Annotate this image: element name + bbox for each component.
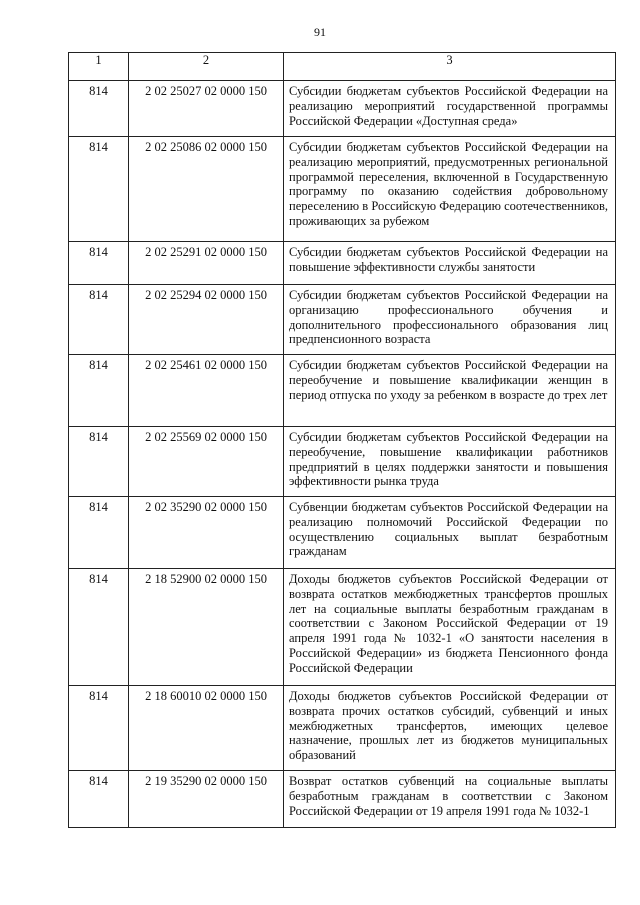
header-row: [69, 53, 616, 81]
budget-code-cell: 2 02 35290 02 0000 150: [129, 497, 284, 569]
income-name-cell: Субсидии бюджетам субъектов Российской Федерации на организацию профессионального обучения и дополнительного профессионального образования лиц предпенсионного возраста: [284, 285, 616, 355]
income-name-cell: Субсидии бюджетам субъектов Российской Федерации на реализацию мероприятий государственной программы Российской Федерации «Доступная среда»: [284, 81, 616, 137]
budget-code-cell: 2 19 35290 02 0000 150: [129, 771, 284, 828]
admin-code-cell: 814: [69, 242, 129, 285]
table-row: [69, 771, 616, 828]
admin-code-cell: 814: [69, 137, 129, 242]
income-name-cell: Доходы бюджетов субъектов Российской Федерации от возврата остатков межбюджетных трансфертов прошлых лет на социальные выплаты безработным гражданам в соответствии с Законом Российской Федерации от 19 апреля 1991 года № 1032-1 «О занятости населения в Российской Федерации» из бюджета Пенсионного фонда Российской Федерации: [284, 569, 616, 686]
table-row: [69, 81, 616, 137]
income-name-cell: Субсидии бюджетам субъектов Российской Федерации на переобучение и повышение квалификации женщин в период отпуска по уходу за ребенком в возрасте до трех лет: [284, 355, 616, 427]
admin-code-cell: 814: [69, 569, 129, 686]
budget-code-cell: 2 18 60010 02 0000 150: [129, 686, 284, 771]
income-name-cell: Возврат остатков субвенций на социальные выплаты безработным гражданам в соответствии с Законом Российской Федерации от 19 апреля 1991 года № 1032-1: [284, 771, 616, 828]
admin-code-cell: 814: [69, 771, 129, 828]
budget-code-cell: 2 18 52900 02 0000 150: [129, 569, 284, 686]
table-row: [69, 686, 616, 771]
header-col-1: 1: [69, 53, 129, 81]
budget-code-cell: 2 02 25027 02 0000 150: [129, 81, 284, 137]
table-row: [69, 497, 616, 569]
income-name-cell: Субсидии бюджетам субъектов Российской Федерации на реализацию мероприятий, предусмотренных региональной программой переселения, включенной в Государственную программу по оказанию содействия добровольному переселению в Российскую Федерацию соотечественников, проживающих за рубежом: [284, 137, 616, 242]
table-row: [69, 569, 616, 686]
header-col-2: 2: [129, 53, 284, 81]
table-row: [69, 355, 616, 427]
table-row: [69, 242, 616, 285]
header-col-3: 3: [284, 53, 616, 81]
admin-code-cell: 814: [69, 427, 129, 497]
page-number: 91: [314, 25, 326, 39]
admin-code-cell: 814: [69, 355, 129, 427]
table-row: [69, 285, 616, 355]
admin-code-cell: 814: [69, 686, 129, 771]
budget-code-cell: 2 02 25461 02 0000 150: [129, 355, 284, 427]
admin-code-cell: 814: [69, 497, 129, 569]
income-name-cell: Доходы бюджетов субъектов Российской Федерации от возврата прочих остатков субсидий, субвенций и иных межбюджетных трансфертов, имеющих целевое назначение, прошлых лет из бюджетов муниципальных образований: [284, 686, 616, 771]
admin-code-cell: 814: [69, 285, 129, 355]
budget-code-cell: 2 02 25294 02 0000 150: [129, 285, 284, 355]
income-name-cell: Субсидии бюджетам субъектов Российской Федерации на переобучение, повышение квалификации работников предприятий в целях поддержки занятости и повышения эффективности рынка труда: [284, 427, 616, 497]
budget-code-cell: 2 02 25291 02 0000 150: [129, 242, 284, 285]
budget-codes-table: [68, 52, 616, 828]
table-row: [69, 137, 616, 242]
budget-code-cell: 2 02 25086 02 0000 150: [129, 137, 284, 242]
admin-code-cell: 814: [69, 81, 129, 137]
table-header: [69, 53, 616, 81]
income-name-cell: Субсидии бюджетам субъектов Российской Федерации на повышение эффективности службы занятости: [284, 242, 616, 285]
budget-code-cell: 2 02 25569 02 0000 150: [129, 427, 284, 497]
table-body: [69, 81, 616, 828]
table-row: [69, 427, 616, 497]
income-name-cell: Субвенции бюджетам субъектов Российской Федерации на реализацию полномочий Российской Федерации по осуществлению социальных выплат безработным гражданам: [284, 497, 616, 569]
